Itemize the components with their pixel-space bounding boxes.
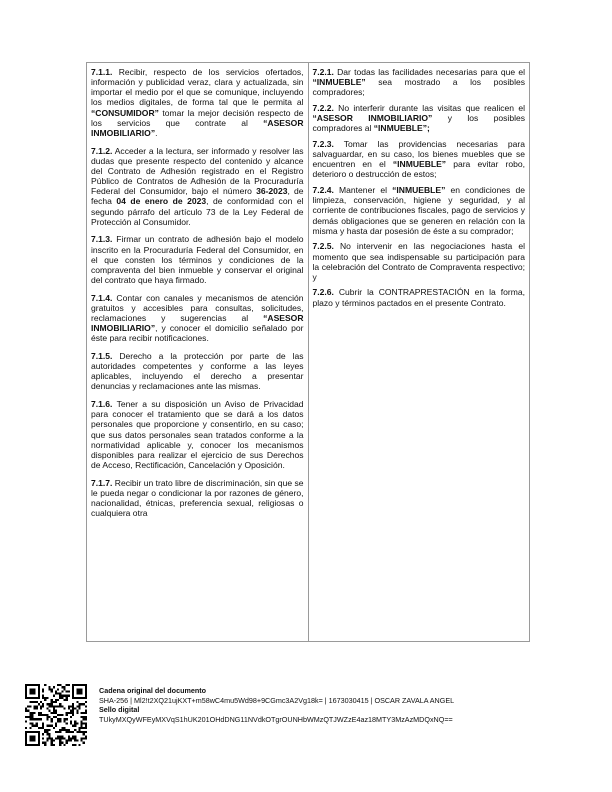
cadena-label: Cadena original del documento <box>99 686 207 695</box>
clause-text: sea mostrado a los posibles compradores; <box>312 77 525 98</box>
clause-number: 7.2.5. <box>312 241 334 252</box>
clause-7-2-2 <box>313 103 526 133</box>
clause-emphasis: “INMUEBLE”; <box>373 123 430 134</box>
clause-7-1-1 <box>91 67 304 138</box>
clause-text: Acceder a la lectura, ser informado y resolver las dudas que presente respecto del contenido y alcance del Contrato de Adhesión registrado en el Registro Público de Contratos de Adhesión de la Procuraduría Federal del Consumidor, bajo el número <box>91 145 304 197</box>
clause-text: Cubrir la CONTRAPRESTACIÓN en la forma, plazo y términos pactados en el presente Contrato. <box>312 287 525 308</box>
clause-number: 7.2.2. <box>312 102 334 113</box>
clause-emphasis: “ASESOR INMOBILIARIO” <box>312 113 433 124</box>
clause-text: No interferir durante las visitas que realicen el <box>333 102 525 113</box>
clause-number: 7.2.4. <box>312 185 334 196</box>
clause-emphasis: 04 de enero de 2023 <box>116 196 207 207</box>
clause-emphasis: “INMUEBLE” <box>392 185 446 196</box>
sello-value: TUkyMXQyWFEyMXVqS1hUK201OHdDNG11NVdkOTgrOUNHbWMzQTJWZzE4az18MTY3MzAzMDQxNQ== <box>99 714 453 724</box>
cadena-value: SHA-256 | Ml2!t2XQ21ujKXT+m58wC4mu5Wd98+9CGmc3A2Vg18k= | 1673030415 | OSCAR ZAVALA ANGEL <box>99 695 455 705</box>
clause-number: 7.1.1. <box>91 67 113 77</box>
clause-7-1-6 <box>91 399 304 470</box>
clause-number: 7.2.3. <box>312 138 334 149</box>
clause-number: 7.1.4. <box>91 292 113 303</box>
clause-7-1-4 <box>91 293 304 344</box>
clause-7-1-2 <box>91 146 304 227</box>
right-column <box>309 63 530 641</box>
clause-number: 7.1.6. <box>91 399 113 410</box>
clause-text: Firmar un contrato de adhesión bajo el modelo inscrito en la Procuraduría Federal del Consumidor, en el que consten los términos y condiciones de la compraventa del bien inmueble y conservar el original del contrato que haya firmado. <box>91 234 304 285</box>
qr-code-icon <box>25 684 87 746</box>
clause-text: para evitar robo, deterioro o destrucción de estos; <box>312 159 525 180</box>
clause-7-2-4 <box>313 185 526 236</box>
clause-text: Recibir, respecto de los servicios ofertados, información y publicidad veraz, clara y actualizada, sin importar el medio por el que se comunique, incluyendo los medios digitales, de forma tal que le permita al <box>91 67 304 108</box>
clause-text: Recibir un trato libre de discriminación, sin que se le pueda negar o condicionar la por razones de género, nacionalidad, étnicas, preferencia sexual, religiosas o cualquiera otra <box>91 477 304 519</box>
clause-text: , y conocer el domicilio señalado por éste para recibir notificaciones. <box>91 323 304 344</box>
clause-text: . <box>155 127 158 138</box>
clause-text: tomar la mejor decisión respecto de los servicios que contrate al <box>91 107 304 128</box>
clause-text: Derecho a la protección por parte de las autoridades competentes y conforme a las leyes aplicables, incluyendo el derecho a presentar denuncias y reclamaciones ante las mismas. <box>91 350 304 392</box>
clause-7-2-5 <box>313 241 526 282</box>
clauses-table <box>86 62 530 642</box>
clause-emphasis: “INMUEBLE” <box>392 159 447 170</box>
clause-emphasis: “INMUEBLE” <box>312 77 366 88</box>
clause-7-2-3 <box>313 139 526 180</box>
clause-text: Contar con canales y mecanismos de atención gratuitos y accesibles para consultas, solicitudes, reclamaciones y sugerencias al <box>91 292 304 323</box>
clause-text: Tener a su disposición un Aviso de Privacidad para conocer el tratamiento que se dará a los datos personales que proporcione y consentirlo, en su caso; que sus datos personales sean tratados conforme a la normatividad aplicable y, conocer los mecanismos disponibles para realizar el ejercicio de sus Derechos de Acceso, Rectificación, Cancelación y Oposición. <box>91 399 304 470</box>
clause-number: 7.1.7. <box>91 477 113 488</box>
clause-number: 7.1.2. <box>91 145 113 156</box>
clause-text: No intervenir en las negociaciones hasta el momento que sea indispensable su participación para la celebración del Contrato de Compraventa respectivo; y <box>312 241 525 282</box>
clause-7-2-1 <box>313 67 526 97</box>
clause-text: , de conformidad con el segundo párrafo del artículo 73 de la Ley Federal de Protección al Consumidor. <box>91 196 304 227</box>
signature-block <box>99 686 454 724</box>
clause-text: , de fecha <box>91 186 304 207</box>
clause-emphasis: 36-2023 <box>256 186 288 197</box>
clause-text: Mantener el <box>333 185 393 196</box>
clause-number: 7.2.6. <box>312 287 334 298</box>
clause-emphasis: “ASESOR INMOBILIARIO” <box>91 117 304 138</box>
clause-emphasis: “ASESOR INMOBILIARIO” <box>91 312 304 334</box>
clause-7-2-6 <box>313 287 526 307</box>
clause-text: Dar todas las facilidades necesarias para que el <box>333 67 525 77</box>
document-footer <box>25 684 605 748</box>
left-column <box>87 63 309 641</box>
sello-label: Sello digital <box>99 705 140 715</box>
clause-7-1-7 <box>91 478 304 519</box>
clause-number: 7.2.1. <box>312 67 334 77</box>
clause-7-1-3 <box>91 234 304 285</box>
clause-text: en condiciones de limpieza, conservación, higiene y seguridad, y al corriente de contribuciones fiscales, pago de servicios y demás obligaciones que se generen en relación con la misma y hasta dar posesión de éste a su comprador; <box>312 185 525 236</box>
clause-number: 7.1.3. <box>91 234 113 245</box>
clause-number: 7.1.5. <box>91 350 113 361</box>
clause-text: Tomar las providencias necesarias para salvaguardar, en su caso, los bienes muebles que se encuentren en el <box>312 138 525 170</box>
clause-emphasis: “CONSUMIDOR” <box>91 107 159 118</box>
clause-7-1-5 <box>91 351 304 392</box>
clause-text: y los posibles compradores al <box>312 113 526 134</box>
